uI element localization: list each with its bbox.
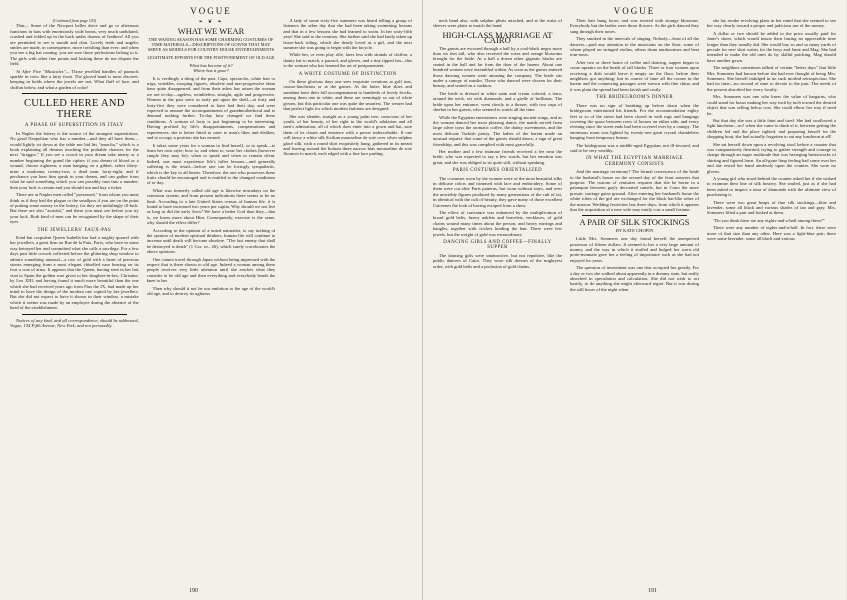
cairo-p5: The costumes worn by the women were of the most beautiful silks in delicate colors and trimmed with lace and embroidery. Some of them were cut after Paris patterns, but worn without stays, and over the unwieldy figures produced by many generations of the cult of fat, in identical with the cult of beauty, they gave many of those excellent Caireenes the look of having escaped from a show. bbox=[433, 175, 562, 208]
r-col2-p5: The bridegroom was a middle-aged Egyptian, not ill-favored, and said to be very wealthy. bbox=[570, 142, 699, 153]
right-col-1 bbox=[433, 18, 562, 578]
cairo-p3: While the Egyptian entertainers were singing ancient songs, and as the woman danced her most pleasing dance, the maids served from large silver trays the aromatic coffee, the dainty sweetmeats, and the most delicate Turkish pastry. The ladies of the harem made an unusual request: that some of the guests should dance, a sign of great friendship, and this was complied with most gracefully. bbox=[433, 114, 562, 147]
cairo-p4: Her mother and a few intimate friends received a fee near the bride, who was expected to say a few words, but her emotion was great, and she was obliged to sit quite still, without speaking. bbox=[433, 148, 562, 165]
r-col3-p1: she lay awake revolving plans in her mind that she seemed to see her way clearly toward a proper and judicious use of the money. bbox=[707, 18, 836, 29]
culled-p1: In Naples the lottery is the source of the strangest superstitions. No good Neapolitan who has a number—and they all have them—would lightly sit down at the table nor bid his "smorfia," which is a book explaining all dreams touching the probable chances for the next "tiraggio." If you see a crowd in your dream take ninety or a number beginning the grand the cipher; if you dream of blood or a wound, choose eighteen; a man hanging on a gibbet, select thirty-nine; a madonna, twenty-two; a dead man, forty-eight, and if perchance you hear him speak in your dream, and can gather from what he said something which you can possibly turn into a number, then your luck is certain and you should run and buy a ticket. bbox=[10, 130, 139, 190]
article-title-what-we-wear: WHAT WE WEAR bbox=[177, 26, 245, 37]
col3-p2: While her, or even play rôle, fares less with strands of chiffon, a dainty hat to match, a parasol, and gloves, and a tiny tipped fan—this is the woman who has learned the art of postponement. bbox=[283, 52, 413, 69]
left-col-1 bbox=[10, 18, 139, 578]
r-col3-p8: There were two great heaps of fine silk stockings—blue and lavender, some all black and various shades of tan and gray. Mrs. Sommers lifted a pair and looked at them. bbox=[707, 199, 836, 216]
r-col2-p2: They smoked in the intervals of singing. Nobody—least of all the dancers—paid any attention to the musicians on the floor, some of whom played on stringed violins, others drum tambourines and beat tom-toms. bbox=[570, 36, 699, 58]
r-col3-p3: The neighbors sometimes talked of certain "better days" that little Mrs. Sommers had known before she had ever thought of being Mrs. Sommers. She herself indulged in no such morbid retrospection. She had no time—no second of time to devote to the past. The needs of the present absorbed her every faculty. bbox=[707, 65, 836, 92]
deck-bridegroom: THE BRIDEGROOM'S DINNER bbox=[595, 95, 674, 101]
divider bbox=[582, 215, 687, 216]
cairo-p1: The guests are escorted through a hall by a coal-black negro more than six feet tall, who also received the roses and orange blossoms brought for the bride. At a hall a dozen other gigantic blacks are seated in the hall and far from the door of the harem. About one hundred women were assembled within. As soon as the guests entered those dancing women went amusing the company. The bride sits under a canopy of muslin. Those who danced were chosen for their beauty, and seated on a cushion. bbox=[433, 45, 562, 89]
wear-p2: It takes some years for a woman to find herself, so to speak—to learn her own style; how to, and when to, wear her clothes (however simple they may be); when to speak and when to remain silent. Indeed, one must experience life's fuller lessons—and generally suffering is the result—before one can be lovingly sympathetic, which is the key to all hearts. Therefore, the one who possesses these fruits should be encouraged and is entitled to the changed conditions of to-day. bbox=[146, 142, 276, 186]
r-col3-p10: There were any number of eights-and-a-half. In fact, there were more of that size than any other. Here was a light-blue pair; there were some lavender, some all black and various bbox=[707, 225, 836, 242]
wear-p1: It is verilingly a thing of the past. Caps, spectacles, white hair or wigs, wrinkles, stooping figures, obsolete and non-progressive ideas have quite disappeared, and from their ashes has arisen the woman we see to-day—ageless, wrinkleless, straight, agile and progressive. Women in the past were as early put upon the shelf—at forty and forty-five they were considered to have had their day, and were expected to assume the accompaniments of grandmotherhood and to demand nothing further. To-day how changed we find these conditions. A woman of forty is just beginning to be interesting. Having profited by life's disappointments, compensations and experiences, she is better fitted to cater to man's likes and dislikes, and to occupy a position she has earned. bbox=[146, 75, 276, 141]
r-col3-p7: A young girl who stood behind the counter asked her if she wished to examine their line of silk hosiery. She smiled, just as if she had been asked to inspect a tiara of diamonds with the ultimate view of purchasing it. bbox=[707, 175, 836, 198]
left-col-2 bbox=[147, 18, 276, 578]
ornament-icon: ❧ ❦ ❧ bbox=[198, 20, 224, 25]
wear-p4: According to the opinion of a noted naturalist, to say nothing of the opinion of modern spiritual thinkers, human life will continue to increase until death will become obsolete. "The last enemy that shall be destroyed is death" (1 Cor. xv., 26), which surely corroborates the above opinions. bbox=[146, 227, 276, 255]
notice: Notices of any kind, and all correspondence, should be addressed, Vogue, 154 Fifth Avenue, New York, and not personally. bbox=[10, 317, 139, 329]
right-page bbox=[423, 0, 846, 600]
right-col-2 bbox=[570, 18, 699, 578]
poem-line-2: Where has it gone? bbox=[193, 68, 229, 74]
deck-jewellers: THE JEWELLERS' FAUX-PAS bbox=[37, 227, 112, 233]
r-col2-p1: Their hair hung loose, and was twisted with strange blossoms. Everybody but the brides were those flowers. As the girls danced they sang through their noses. bbox=[570, 18, 699, 34]
divider bbox=[22, 314, 127, 315]
at-heading: At After Five "Musicales"— bbox=[16, 68, 70, 74]
cairo-p7: The dancing girls were unattractive, but not repulsive, like the public dancers of Cairo. They wore silk dresses of the mightyest order, with gold belts and a profusion of gold chains. bbox=[433, 252, 562, 269]
r-col2-p4: There was no sign of breaking up before dawn when the bridegroom entertained his friends. For the accommodation eighty feet or so of the street had been closed in with rugs and hangings covering the space between rows of houses on either side, and every evening since the street ends had been covered over by a canopy. The enormous room was lighted by twenty-one great crystal chandeliers hanging from temporary beams. bbox=[570, 102, 699, 141]
wear-p3: What was formerly called old age is likewise nowadays on the extension system, and from present indications there seems to be no limit. According to a late United States census of human life, it is found to have increased two years per capita. Why should we not live as long as did the early Jews? We have a better God than they—that is, we know more about Him. Consequently, exercise is the same, why should the effect differ? bbox=[146, 187, 276, 226]
col3-p3: On these glorious days one sees exquisite creations at golf teas, casino-luncheons or at the games. At the latter, blue skies and sunshine have their full accompaniment to hundreds of lovely frocks, among them one in white, and these are seemingly so out of white gowns, but this particular one was quite the smartest. The wearer had that perfect light for which modern fashions are designed. bbox=[283, 79, 413, 112]
at-text: Those jewelled handles of parasols sparkle in rows like a fairy front. The gloved hand is most discreet, keeping in holds where the jewels are not. What fluff of lace, and chiffon below, and what a garden of color! bbox=[10, 68, 139, 90]
jewels-text: Kind but corpulent Queen Isabella has had a mighty quarrel with her jewellers, a great firm on Rue de la Paix, Paris, who have in some way betrayed her and committed what she calls a sacrilege. For a few days past little crowds collected before the glittering shop window to admire something unusual—a row of gold with a heart of precious stones emerging from a most elegant chiselled vase bearing on its foot a coat of arms. It appears that the Queen, having seen in her last visit to Spain the golden rose given to her daughter-in-law, Christine, by Leo XIII, and having found it much more beautiful than the one which she had received years ago from Pius the IX, had made up her mind to have the design of the modern one copied by her jewellers. But she did not expect to have it shown in their window, a mistake which it seems was made by an employee during the absence of the head of the establishment. bbox=[10, 235, 139, 311]
article-title-culled: CULLED HERE AND THERE bbox=[23, 98, 125, 121]
divider bbox=[22, 93, 127, 94]
running-head-left: VOGUE bbox=[190, 6, 232, 16]
poem-line-1: What has become of it? bbox=[189, 62, 233, 68]
page-number-right: 191 bbox=[648, 588, 657, 594]
that-heading: That— bbox=[16, 23, 29, 29]
left-page bbox=[0, 0, 423, 600]
col3-p1: A lady of some sixty-five summers was heard telling a group of listeners the other day that she had been taking swimming lessons and that in a few lessons she had learned to swim. In her sixty-fifth year! She said to the contrary. She further said she had lately taken up horse-back riding, which she dearly loved as a girl, and the next summer she was going to begin with the bicycle. bbox=[283, 18, 413, 51]
deck-paris-costumes: PARIS COSTUMES ORIENTALIZED bbox=[452, 168, 543, 174]
article-title-silk-stockings: A PAIR OF SILK STOCKINGS bbox=[579, 217, 690, 228]
r-col2-p3: After two or three hours of coffee and dancing, supper began to come upstairs on the heads of tall blacks. Three or four women upon receiving a dish would leave it empty on the floor, before their neighbors got anything; but in course of time all the rooms in the harem and the connecting passages were strewn with fine china, and it was plain the spread had been lavish and costly. bbox=[570, 59, 699, 92]
r-col1-p0: neck band also, with sulphur pleats attached, and at the waist of sleeves were plaits to match the band. bbox=[433, 18, 562, 29]
running-head-right: VOGUE bbox=[613, 6, 656, 16]
continued-note: (Continued from page 103) bbox=[52, 18, 97, 23]
right-col-3 bbox=[707, 18, 836, 578]
deck-waning-season: THE WANING SEASON HAS SOME CHARMING COSTUMES OF TIME MATERIALS—DESCRIPTIONS OF GOWNS THAT MAY SERVE AS MODELS FOR COUNTRY HOUSE ENTERTAINMENTS bbox=[147, 36, 275, 52]
deck-dancing-girls: DANCING GIRLS AND COFFEE—FINALLY SUPPER bbox=[443, 240, 552, 251]
left-col-3 bbox=[283, 18, 412, 578]
culled-p2: There are at Naples men called "possessed," from whom you must think as if they had the plague or the smallpox if you are on the point of putting some money in the lottery, for they are unfailingly ill-luck. But there are also "assistiti," and these you must see before you try your luck. Both kind of men can be recognized by the shape of their eyes. bbox=[10, 192, 139, 225]
deck-white-costume: A WHITE COSTUME OF DISTINCTION bbox=[298, 71, 397, 77]
subdeck-old-age: LEGITIMATE EFFORTS FOR THE POSTPONEMENT OF OLD AGE bbox=[147, 54, 275, 60]
deck-superstition: A PHASE OF SUPERSTITION IN ITALY bbox=[24, 123, 124, 129]
wear-p5: One cannot travel through Japan without being impressed with the respect that is there shown to old age. Indeed a woman among these people receives very little attention until she reaches what they consider to be old age and then everything and everybody bends the knee to her. bbox=[146, 256, 276, 284]
stockings-p2: The question of investment was one that occupied her greatly. For a day or two she walked about apparently in a dreamy state, but really absorbed in speculation and calculation. She did not wish to act hastily, to do anything she might afterward regret. But it was during the still hours of the night when bbox=[570, 265, 699, 292]
page-number-left: 190 bbox=[189, 588, 198, 594]
r-col3-p5: But that day she was a little faint and tired. She had swallowed a light luncheon—no! when she came to think of it, between getting the children fed and the place righted, and preparing herself for the shopping bout, she had actually forgotten to eat any luncheon at all! bbox=[707, 117, 836, 140]
r-col3-p6: She sat herself down upon a revolving stool before a counter that was comparatively deserted, trying to gather strength and courage to charge through an eager multitude that was besieging breastworks of shirting and figured lawn. An all-gone limp feeling had come over her and she rested her hand aimlessly upon the counter. She wore no gloves. bbox=[707, 141, 836, 174]
cairo-p2: The bride is dressed in white satin and cream colored, a tiara; around the neck, set with diamonds, and a girdle of brilliants. The bride upon her entrance, went slowly to a throne, with two cups of sherbet to her guests, who seemed to watch all the time. bbox=[433, 90, 562, 113]
deck-egyptian-ceremony: IN WHAT THE EGYPTIAN MARRIAGE CEREMONY CONSISTS bbox=[586, 156, 683, 167]
r-col3-p4: Mrs. Sommers was one who knew the value of bargains; who could stand for hours making her way inch by inch toward the desired object that was selling below cost. She could elbow her way if need be. bbox=[707, 94, 836, 116]
that-text: Some of the Newport belles drive and go to afternoon functions in hats with enormously wide brims, very much undulated, crushed and folded up in the back under dozens of feathers! All you are permitted to see is mouth and chin. Lovely teeth and angelic smiles are made, in consequence, more ravishing than ever; and when you see a big hat coming, you are sure those perfections belong to it. The girls with other fine points and lacking these do not dispute the field. bbox=[10, 23, 139, 67]
article-title-cairo: HIGH-CLASS MARRIAGE AT CAIRO bbox=[442, 29, 553, 46]
byline-chopin: BY KATE CHOPIN bbox=[615, 227, 654, 233]
r-col3-p9: "Do you think there are any eights-and-a-half among these?" bbox=[713, 217, 825, 223]
col3-p4: She was slender, straight as a young palm tree, conscious of her youth, of her beauty, of her right to the world's adulation and all men's admiration, all of which does enter into a gown and hat, sure them of its charm and entrance with a power indescribable. If one will fancy a white silk Sicilian mousseline de soie over silver sulphur glacé silk, with a round skirt exquisitely hung, gathered in its meant and leaving around the bottom three narrow bias mousseline de soie flounces to match, each edged with a fine lace purling. bbox=[283, 113, 413, 157]
r-col2-p6: And the marriage ceremony? The formal conveyance of the bride to the husband's house on the second day of the feast answers that purpose. The custom of centuries requires that she be borne in a palanquin between gayly decorated camels, but in Cairo the more prosaic carriage gains ground. After entering her husband's home the white robes of the girl are exchanged for the black hat-like robes of the matron. Wedding festivities last three days, from which it appears that the acquisition of a new wife may easily cost a small fortune. bbox=[570, 169, 699, 212]
stockings-p1: Little Mrs. Sommers one day found herself the unexpected possessor of fifteen dollars. It seemed to her a very large amount of money, and the way in which it stuffed and bulged her worn old porte-monnaie gave her a feeling of importance such as she had not enjoyed for years. bbox=[570, 236, 699, 263]
cairo-p6: The effect of caricature was enhanced by the multiplication of broad gold belts, heavy anklets and bracelets, necklaces, of gold chains wound many times about the person, and heavy earrings and bangles, together with circlets binding the hair. There were few jewels, but the weight of gold was extraordinary. bbox=[433, 210, 562, 237]
wear-p6: Then why should it not be our ambition to the age of the world's old age, and to destroy its ugliness. bbox=[146, 285, 276, 297]
r-col3-p2: A dollar or two should be added to the price usually paid for Janie's shoes, which would insure their lasting an appreciable time longer than they usually did. She would buy so and so many yards of percale for new shirt waists for the boys and Janie and Mag. She had intended to make the old ones do by skilful patching. Mag should have another gown. bbox=[707, 30, 836, 63]
